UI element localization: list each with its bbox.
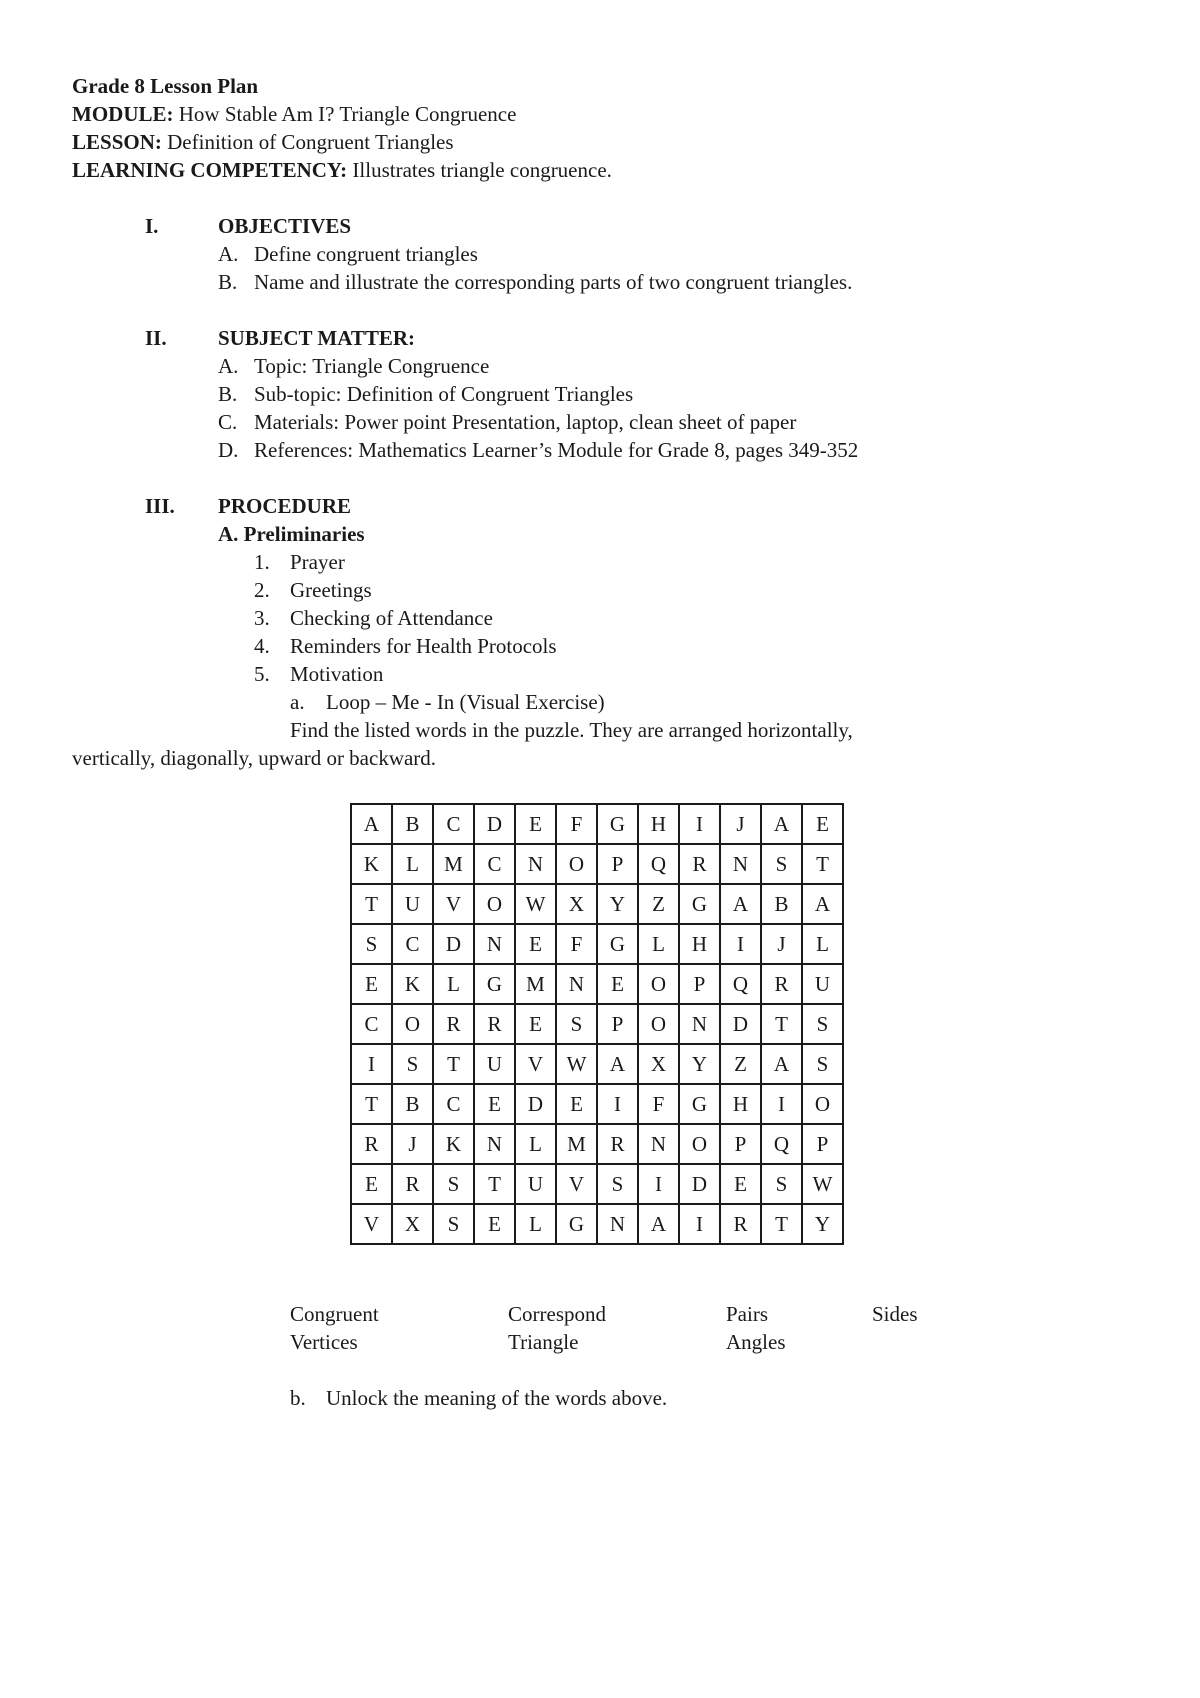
grid-cell: C xyxy=(433,804,474,844)
procedure-item xyxy=(254,576,372,604)
instructions-line-1: Find the listed words in the puzzle. They are arranged horizontally, xyxy=(290,718,853,742)
grid-cell: L xyxy=(392,844,433,884)
grid-cell: T xyxy=(433,1044,474,1084)
grid-cell: I xyxy=(720,924,761,964)
grid-cell: D xyxy=(679,1164,720,1204)
grid-cell: G xyxy=(597,924,638,964)
grid-cell: D xyxy=(474,804,515,844)
grid-cell: L xyxy=(638,924,679,964)
activity-b-marker: b. xyxy=(290,1386,306,1410)
subject-matter-numeral: II. xyxy=(145,326,167,350)
module-value: How Stable Am I? Triangle Congruence xyxy=(178,102,517,126)
grid-cell: U xyxy=(802,964,843,1004)
instructions-line-2: vertically, diagonally, upward or backward. xyxy=(72,746,437,770)
grid-cell: S xyxy=(433,1164,474,1204)
page-title: Grade 8 Lesson Plan xyxy=(72,74,259,98)
competency-value: Illustrates triangle congruence. xyxy=(352,158,612,182)
grid-cell: T xyxy=(351,884,392,924)
objective-marker: B. xyxy=(218,270,238,294)
grid-cell: L xyxy=(433,964,474,1004)
grid-cell: O xyxy=(638,964,679,1004)
grid-cell: R xyxy=(351,1124,392,1164)
grid-cell: A xyxy=(638,1204,679,1244)
grid-cell: O xyxy=(474,884,515,924)
grid-cell: U xyxy=(392,884,433,924)
grid-cell: J xyxy=(761,924,802,964)
grid-cell: P xyxy=(597,1004,638,1044)
grid-cell: Y xyxy=(597,884,638,924)
grid-cell: G xyxy=(556,1204,597,1244)
subject-marker: D. xyxy=(218,438,239,462)
preliminaries-heading: A. Preliminaries xyxy=(218,522,365,546)
procedure-item xyxy=(254,604,493,632)
grid-cell: I xyxy=(597,1084,638,1124)
grid-cell: N xyxy=(474,924,515,964)
grid-cell: H xyxy=(679,924,720,964)
grid-cell: U xyxy=(474,1044,515,1084)
grid-cell: B xyxy=(392,1084,433,1124)
grid-cell: T xyxy=(474,1164,515,1204)
grid-cell: Y xyxy=(679,1044,720,1084)
word-list-item: Congruent xyxy=(290,1302,379,1326)
grid-cell: S xyxy=(597,1164,638,1204)
grid-cell: T xyxy=(761,1204,802,1244)
competency-line xyxy=(72,156,612,184)
procedure-marker: 1. xyxy=(254,550,270,574)
grid-cell: R xyxy=(679,844,720,884)
grid-cell: G xyxy=(597,804,638,844)
lesson-line xyxy=(72,128,454,156)
subject-text: Topic: Triangle Congruence xyxy=(254,354,490,378)
grid-cell: N xyxy=(597,1204,638,1244)
grid-cell: W xyxy=(556,1044,597,1084)
grid-cell: S xyxy=(802,1004,843,1044)
grid-cell: N xyxy=(474,1124,515,1164)
grid-cell: C xyxy=(351,1004,392,1044)
module-label: MODULE: xyxy=(72,102,174,126)
grid-cell: E xyxy=(474,1204,515,1244)
procedure-item xyxy=(254,632,557,660)
procedure-text: Checking of Attendance xyxy=(290,606,493,630)
grid-row xyxy=(351,1084,843,1124)
grid-cell: S xyxy=(556,1004,597,1044)
grid-cell: J xyxy=(392,1124,433,1164)
grid-cell: L xyxy=(515,1204,556,1244)
grid-row xyxy=(351,1164,843,1204)
grid-cell: E xyxy=(802,804,843,844)
grid-row xyxy=(351,1204,843,1244)
procedure-numeral: III. xyxy=(145,494,175,518)
grid-cell: B xyxy=(392,804,433,844)
procedure-item xyxy=(254,548,345,576)
grid-cell: E xyxy=(351,964,392,1004)
grid-cell: A xyxy=(761,1044,802,1084)
grid-cell: E xyxy=(474,1084,515,1124)
procedure-title: PROCEDURE xyxy=(218,494,352,518)
word-search-grid xyxy=(350,803,844,1245)
grid-cell: R xyxy=(720,1204,761,1244)
grid-cell: R xyxy=(597,1124,638,1164)
grid-cell: V xyxy=(433,884,474,924)
subject-text: References: Mathematics Learner’s Module for Grade 8, pages 349-352 xyxy=(254,438,859,462)
activity-a-marker: a. xyxy=(290,690,305,714)
grid-cell: X xyxy=(638,1044,679,1084)
grid-cell: A xyxy=(761,804,802,844)
grid-cell: G xyxy=(679,884,720,924)
subject-item xyxy=(218,380,633,408)
grid-cell: E xyxy=(556,1084,597,1124)
grid-cell: A xyxy=(351,804,392,844)
grid-cell: W xyxy=(515,884,556,924)
procedure-text: Reminders for Health Protocols xyxy=(290,634,557,658)
procedure-text: Prayer xyxy=(290,550,345,574)
grid-cell: A xyxy=(597,1044,638,1084)
subject-item xyxy=(218,436,858,464)
grid-cell: F xyxy=(638,1084,679,1124)
grid-cell: T xyxy=(351,1084,392,1124)
grid-cell: N xyxy=(515,844,556,884)
grid-cell: S xyxy=(392,1044,433,1084)
word-list-item: Sides xyxy=(872,1302,918,1326)
subject-marker: C. xyxy=(218,410,238,434)
grid-cell: R xyxy=(761,964,802,1004)
activity-b-text: Unlock the meaning of the words above. xyxy=(326,1386,668,1410)
grid-cell: H xyxy=(720,1084,761,1124)
grid-cell: H xyxy=(638,804,679,844)
word-list-item: Vertices xyxy=(290,1330,358,1354)
procedure-text: Motivation xyxy=(290,662,384,686)
grid-cell: F xyxy=(556,804,597,844)
grid-cell: Q xyxy=(638,844,679,884)
word-list-item: Pairs xyxy=(726,1302,768,1326)
grid-cell: K xyxy=(351,844,392,884)
grid-cell: T xyxy=(802,844,843,884)
grid-cell: G xyxy=(679,1084,720,1124)
grid-cell: T xyxy=(761,1004,802,1044)
grid-cell: N xyxy=(638,1124,679,1164)
grid-cell: O xyxy=(679,1124,720,1164)
procedure-marker: 5. xyxy=(254,662,270,686)
grid-row xyxy=(351,804,843,844)
objective-item xyxy=(218,268,852,296)
grid-cell: C xyxy=(392,924,433,964)
subject-item xyxy=(218,352,489,380)
procedure-marker: 4. xyxy=(254,634,270,658)
objectives-title: OBJECTIVES xyxy=(218,214,352,238)
grid-cell: M xyxy=(556,1124,597,1164)
grid-cell: P xyxy=(802,1124,843,1164)
module-line xyxy=(72,100,516,128)
grid-cell: E xyxy=(515,804,556,844)
grid-row xyxy=(351,924,843,964)
grid-cell: J xyxy=(720,804,761,844)
grid-cell: O xyxy=(638,1004,679,1044)
subject-marker: A. xyxy=(218,354,239,378)
grid-cell: K xyxy=(392,964,433,1004)
grid-cell: C xyxy=(474,844,515,884)
grid-cell: X xyxy=(556,884,597,924)
grid-row xyxy=(351,884,843,924)
grid-cell: S xyxy=(761,1164,802,1204)
procedure-item xyxy=(254,660,383,688)
activity-b xyxy=(290,1384,667,1412)
objectives-numeral: I. xyxy=(145,214,159,238)
grid-cell: R xyxy=(474,1004,515,1044)
grid-cell: P xyxy=(679,964,720,1004)
grid-cell: A xyxy=(720,884,761,924)
objective-item xyxy=(218,240,478,268)
grid-cell: E xyxy=(597,964,638,1004)
procedure-marker: 2. xyxy=(254,578,270,602)
grid-cell: K xyxy=(433,1124,474,1164)
grid-cell: E xyxy=(351,1164,392,1204)
activity-a-text: Loop – Me - In (Visual Exercise) xyxy=(326,690,605,714)
grid-cell: L xyxy=(515,1124,556,1164)
grid-cell: O xyxy=(392,1004,433,1044)
grid-cell: E xyxy=(515,924,556,964)
grid-cell: Q xyxy=(720,964,761,1004)
grid-row xyxy=(351,1004,843,1044)
grid-cell: S xyxy=(351,924,392,964)
grid-row xyxy=(351,964,843,1004)
grid-cell: O xyxy=(802,1084,843,1124)
grid-cell: C xyxy=(433,1084,474,1124)
grid-cell: I xyxy=(679,1204,720,1244)
grid-cell: P xyxy=(597,844,638,884)
grid-cell: V xyxy=(515,1044,556,1084)
grid-cell: N xyxy=(679,1004,720,1044)
grid-cell: F xyxy=(556,924,597,964)
grid-cell: O xyxy=(556,844,597,884)
grid-cell: U xyxy=(515,1164,556,1204)
grid-cell: I xyxy=(679,804,720,844)
subject-text: Materials: Power point Presentation, laptop, clean sheet of paper xyxy=(254,410,797,434)
word-list-item: Triangle xyxy=(508,1330,579,1354)
grid-cell: X xyxy=(392,1204,433,1244)
objective-marker: A. xyxy=(218,242,239,266)
grid-cell: A xyxy=(802,884,843,924)
grid-cell: Q xyxy=(761,1124,802,1164)
objective-text: Define congruent triangles xyxy=(254,242,478,266)
grid-cell: N xyxy=(556,964,597,1004)
grid-cell: P xyxy=(720,1124,761,1164)
grid-cell: R xyxy=(392,1164,433,1204)
grid-cell: S xyxy=(802,1044,843,1084)
grid-cell: L xyxy=(802,924,843,964)
grid-cell: V xyxy=(351,1204,392,1244)
grid-cell: I xyxy=(351,1044,392,1084)
subject-matter-title: SUBJECT MATTER: xyxy=(218,326,416,350)
word-list-item: Angles xyxy=(726,1330,786,1354)
grid-cell: I xyxy=(761,1084,802,1124)
lesson-label: LESSON: xyxy=(72,130,162,154)
lesson-value: Definition of Congruent Triangles xyxy=(167,130,454,154)
grid-cell: D xyxy=(515,1084,556,1124)
grid-cell: Y xyxy=(802,1204,843,1244)
grid-cell: N xyxy=(720,844,761,884)
grid-cell: R xyxy=(433,1004,474,1044)
grid-row xyxy=(351,1044,843,1084)
subject-text: Sub-topic: Definition of Congruent Triangles xyxy=(254,382,634,406)
procedure-text: Greetings xyxy=(290,578,372,602)
grid-cell: M xyxy=(515,964,556,1004)
grid-cell: B xyxy=(761,884,802,924)
grid-cell: Z xyxy=(720,1044,761,1084)
subject-item xyxy=(218,408,796,436)
grid-row xyxy=(351,1124,843,1164)
activity-a xyxy=(290,688,605,716)
procedure-marker: 3. xyxy=(254,606,270,630)
word-list-item: Correspond xyxy=(508,1302,606,1326)
subject-marker: B. xyxy=(218,382,238,406)
competency-label: LEARNING COMPETENCY: xyxy=(72,158,348,182)
grid-cell: S xyxy=(433,1204,474,1244)
grid-row xyxy=(351,844,843,884)
grid-cell: V xyxy=(556,1164,597,1204)
objective-text: Name and illustrate the corresponding parts of two congruent triangles. xyxy=(254,270,853,294)
grid-cell: Z xyxy=(638,884,679,924)
grid-cell: I xyxy=(638,1164,679,1204)
grid-cell: S xyxy=(761,844,802,884)
grid-cell: E xyxy=(720,1164,761,1204)
grid-cell: G xyxy=(474,964,515,1004)
grid-cell: W xyxy=(802,1164,843,1204)
grid-cell: M xyxy=(433,844,474,884)
grid-cell: D xyxy=(720,1004,761,1044)
grid-cell: E xyxy=(515,1004,556,1044)
grid-cell: D xyxy=(433,924,474,964)
